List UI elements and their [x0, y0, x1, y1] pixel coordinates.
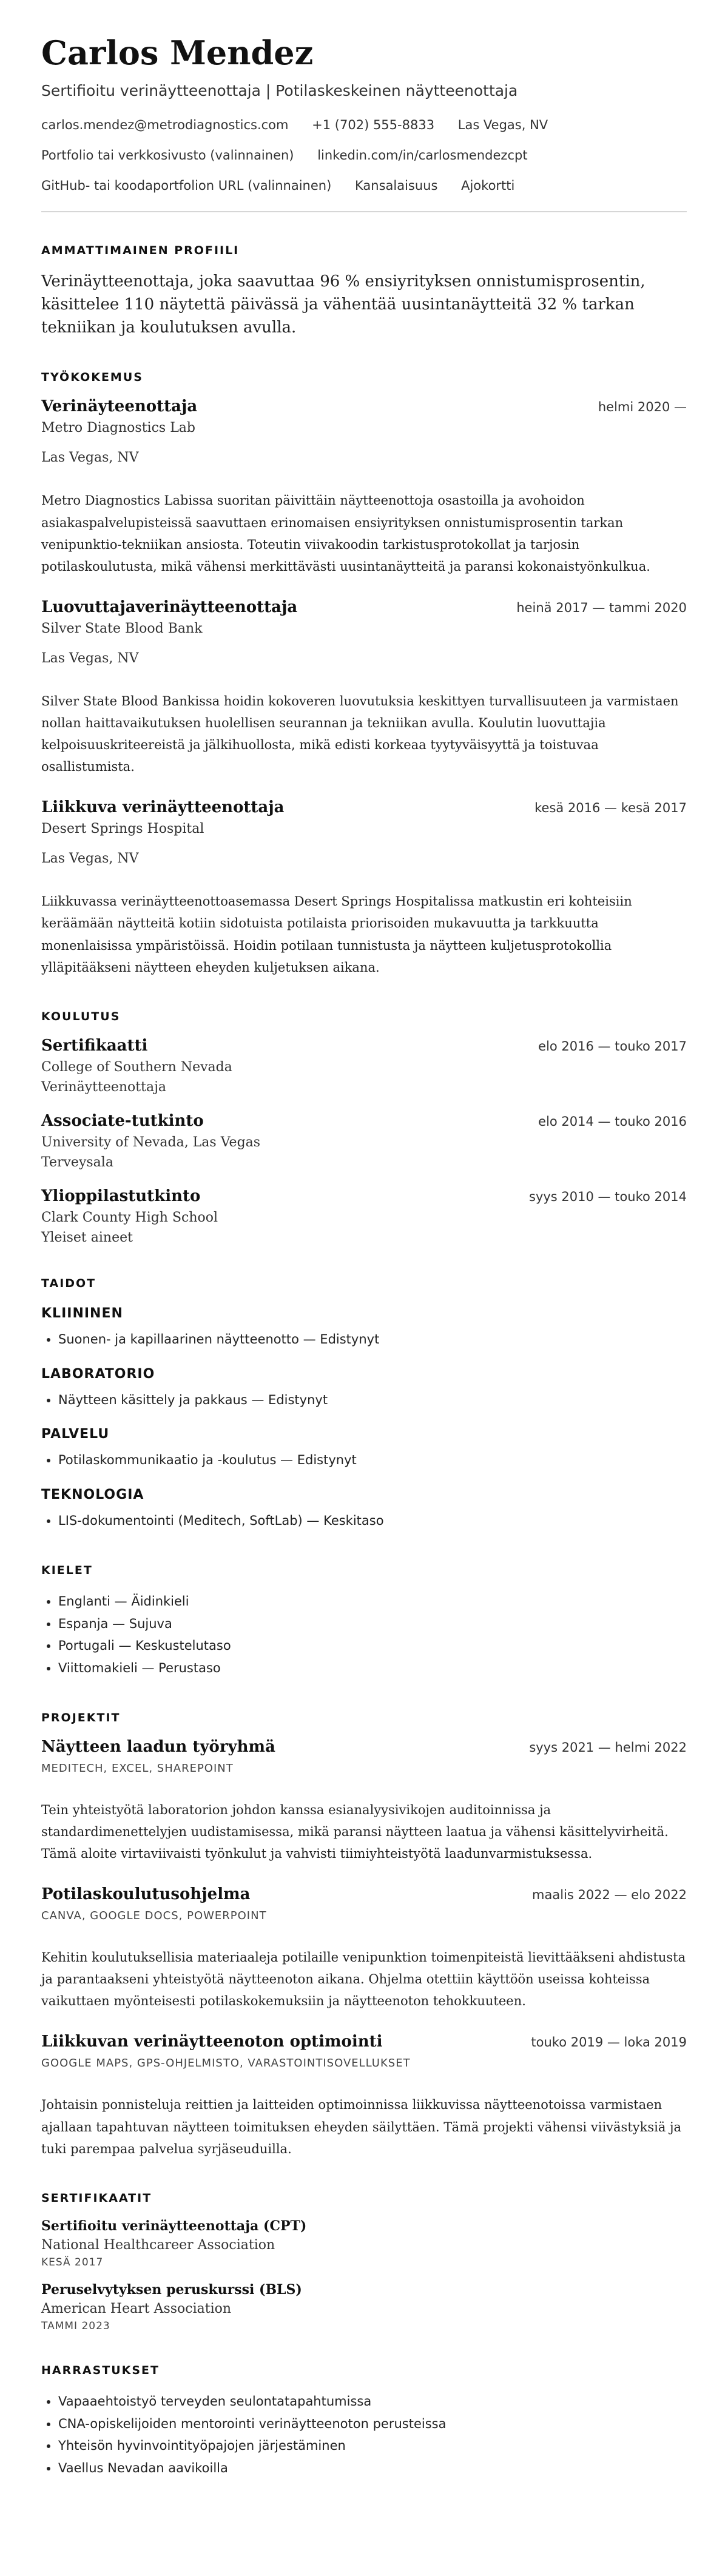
- project-dates: maalis 2022 — elo 2022: [532, 1888, 687, 1903]
- project-entry: [41, 1885, 687, 2012]
- certification-issuer: American Heart Association: [41, 2301, 232, 2316]
- job-title: Verinäyteenottaja: [41, 397, 198, 416]
- hobby-item: • CNA-opiskelijoiden mentorointi verinäytteenoton perusteissa: [58, 2413, 687, 2435]
- contact-citizenship: Kansalaisuus: [354, 178, 438, 193]
- job-location: Las Vegas, NV: [41, 650, 139, 666]
- section-title: SERTIFIKAATIT: [41, 2191, 152, 2205]
- job-company: Desert Springs Hospital: [41, 821, 204, 837]
- education-dates: syys 2010 — touko 2014: [529, 1189, 687, 1204]
- project-tags: MEDITECH, EXCEL, SHAREPOINT: [41, 1761, 234, 1775]
- skill-list: [41, 1389, 687, 1411]
- certification-entry: [41, 2282, 687, 2332]
- field-of-study: Terveysala: [41, 1154, 113, 1170]
- job-dates: kesä 2016 — kesä 2017: [534, 801, 687, 816]
- project-tags: CANVA, GOOGLE DOCS, POWERPOINT: [41, 1909, 267, 1923]
- job-company: Silver State Blood Bank: [41, 620, 203, 636]
- skill-list: [41, 1449, 687, 1471]
- skill-list: [41, 1328, 687, 1351]
- project-tags: GOOGLE MAPS, GPS-OHJELMISTO, VARASTOINTISOVELLUKSET: [41, 2057, 411, 2070]
- education-entry: [41, 1112, 687, 1170]
- experience-entry: [41, 397, 687, 577]
- contact-row-2: [41, 148, 687, 163]
- skill-item: • Potilaskommunikaatio ja -koulutus — Edistynyt: [58, 1449, 687, 1471]
- education-dates: elo 2016 — touko 2017: [538, 1038, 687, 1054]
- profile-section: [41, 244, 687, 339]
- degree-name: Ylioppilastutkinto: [41, 1186, 201, 1205]
- experience-entry: [41, 798, 687, 978]
- language-item: • Portugali — Keskustelutaso: [58, 1635, 687, 1657]
- contact-location: Las Vegas, NV: [457, 118, 548, 133]
- education-entry: [41, 1187, 687, 1245]
- certification-entry: [41, 2218, 687, 2268]
- project-entry: [41, 1738, 687, 1865]
- hobby-list: [41, 2390, 687, 2480]
- certifications-section: [41, 2191, 687, 2332]
- school-name: University of Nevada, Las Vegas: [41, 1134, 261, 1150]
- skill-category: PALVELU: [41, 1427, 110, 1442]
- job-title: Luovuttajaverinäytteenottaja: [41, 597, 298, 616]
- section-title: TYÖKOKEMUS: [41, 371, 143, 385]
- section-title: TAIDOT: [41, 1276, 96, 1290]
- certification-date: TAMMI 2023: [41, 2319, 110, 2332]
- section-title: KOULUTUS: [41, 1009, 121, 1023]
- candidate-headline: Sertifioitu verinäytteenottaja | Potilaskeskeinen näytteenottaja: [41, 82, 518, 100]
- candidate-name: Carlos Mendez: [41, 33, 314, 72]
- job-dates: heinä 2017 — tammi 2020: [516, 600, 687, 615]
- project-dates: syys 2021 — helmi 2022: [529, 1740, 687, 1755]
- skill-item: • Suonen- ja kapillaarinen näytteenotto — Edistynyt: [58, 1328, 687, 1351]
- hobby-item: • Yhteisön hyvinvointityöpajojen järjestäminen: [58, 2435, 687, 2457]
- hobbies-section: [41, 2364, 687, 2480]
- contact-linkedin[interactable]: linkedin.com/in/carlosmendezcpt: [317, 148, 528, 163]
- project-name: Näytteen laadun työryhmä: [41, 1737, 275, 1756]
- project-entry: [41, 2033, 687, 2159]
- school-name: College of Southern Nevada: [41, 1059, 232, 1075]
- project-name: Potilaskoulutusohjelma: [41, 1885, 251, 1904]
- languages-section: [41, 1564, 687, 1680]
- school-name: Clark County High School: [41, 1209, 218, 1225]
- skill-category: KLIININEN: [41, 1305, 123, 1321]
- certification-name: Sertifioitu verinäytteenottaja (CPT): [41, 2218, 307, 2234]
- degree-name: Associate-tutkinto: [41, 1111, 204, 1130]
- skill-category: TEKNOLOGIA: [41, 1487, 144, 1503]
- contact-row-1: [41, 118, 687, 132]
- skill-list: [41, 1510, 687, 1532]
- skills-section: [41, 1277, 687, 1532]
- section-title: HARRASTUKSET: [41, 2363, 160, 2377]
- contact-email[interactable]: carlos.mendez@metrodiagnostics.com: [41, 118, 289, 133]
- job-location: Las Vegas, NV: [41, 450, 139, 466]
- certification-issuer: National Healthcareer Association: [41, 2237, 275, 2253]
- contact-row-3: [41, 178, 687, 193]
- project-name: Liikkuvan verinäytteenoton optimointi: [41, 2033, 383, 2051]
- project-dates: touko 2019 — loka 2019: [531, 2035, 687, 2050]
- hobby-item: • Vaellus Nevadan aavikoilla: [58, 2457, 687, 2480]
- hobby-item: • Vapaaehtoistyö terveyden seulontatapahtumissa: [58, 2390, 687, 2413]
- contact-driving-license: Ajokortti: [461, 178, 515, 193]
- experience-section: [41, 371, 687, 978]
- field-of-study: Verinäytteenottaja: [41, 1079, 167, 1095]
- certification-date: KESÄ 2017: [41, 2256, 104, 2268]
- job-dates: helmi 2020 —: [598, 400, 687, 415]
- projects-section: [41, 1711, 687, 2160]
- skill-category: LABORATORIO: [41, 1366, 155, 1382]
- language-list: [41, 1590, 687, 1680]
- contact-portfolio[interactable]: Portfolio tai verkkosivusto (valinnainen): [41, 148, 294, 163]
- language-item: • Espanja — Sujuva: [58, 1613, 687, 1635]
- field-of-study: Yleiset aineet: [41, 1229, 133, 1245]
- education-entry: [41, 1037, 687, 1095]
- experience-entry: [41, 598, 687, 778]
- language-item: • Viittomakieli — Perustaso: [58, 1657, 687, 1680]
- certification-name: Peruselvytyksen peruskurssi (BLS): [41, 2281, 302, 2298]
- job-title: Liikkuva verinäytteenottaja: [41, 798, 285, 817]
- section-title: AMMATTIMAINEN PROFIILI: [41, 244, 240, 258]
- section-title: PROJEKTIT: [41, 1710, 121, 1724]
- job-description: Liikkuvassa verinäytteenottoasemassa Desert Springs Hospitalissa matkustin eri kohteisiin keräämään näytteitä kotiin sidotuista potilaista priorisoiden mukavuutta ja tarkkuutta monenlaisissa ympäristöissä. Hoidin potilaan tunnistusta ja näytteen kuljetusprotokollia ylläpitääkseni näytteen eheyden kuljetuksen aikana.: [41, 894, 632, 975]
- contact-github[interactable]: GitHub- tai koodaportfolion URL (valinnainen): [41, 178, 332, 193]
- section-title: KIELET: [41, 1563, 93, 1577]
- project-description: Kehitin koulutuksellisia materiaaleja potilaille venipunktion toimenpiteistä lievittääkseni ahdistusta ja parantaakseni yhteistyötä näytteenoton aikana. Ohjelma otettiin käyttöön useissa kohteissa vaikuttaen myönteisesti potilaskokemuksiin ja näytteenoton tehokkuuteen.: [41, 1950, 686, 2009]
- resume-header: [41, 35, 687, 193]
- project-description: Johtaisin ponnisteluja reittien ja laitteiden optimoinnissa liikkuvissa näytteenotoissa varmistaen ajallaan tapahtuvan näytteen toimituksen eheyden säilyttäen. Tämä projekti vähensi viivästyksiä ja tuki parempaa palvelua syrjäseuduilla.: [41, 2097, 682, 2156]
- contact-phone: +1 (702) 555-8833: [312, 118, 435, 133]
- education-section: [41, 1010, 687, 1245]
- job-description: Silver State Blood Bankissa hoidin kokoveren luovutuksia keskittyen turvallisuuteen ja varmistaen nollan haittavaikutuksen huolellisen seurannan ja tekniikan avulla. Koulutin luovuttajia kelpoisuuskriteereistä ja jälkihuollosta, mikä edisti korkeaa tyytyväisyyttä ja toistuvaa osallistumista.: [41, 693, 679, 775]
- education-dates: elo 2014 — touko 2016: [538, 1114, 687, 1129]
- skill-item: • Näytteen käsittely ja pakkaus — Edistynyt: [58, 1389, 687, 1411]
- project-description: Tein yhteistyötä laboratorion johdon kanssa esianalyysivikojen auditoinnissa ja standardimenettelyjen uudistamisessa, mikä paransi näytteen laatua ja vähensi käsittelyvirheitä. Tämä aloite virtaviivaisti työnkulut ja vahvisti tiimiyhteistyötä laadunvarmistuksessa.: [41, 1802, 669, 1861]
- skill-item: • LIS-dokumentointi (Meditech, SoftLab) — Keskitaso: [58, 1510, 687, 1532]
- job-location: Las Vegas, NV: [41, 851, 139, 867]
- header-divider: [41, 211, 687, 212]
- job-company: Metro Diagnostics Lab: [41, 420, 196, 436]
- job-description: Metro Diagnostics Labissa suoritan päivittäin näytteenottoja osastoilla ja avohoidon asiakaspalvelupisteissä saavuttaen erinomaisen ensiyrityksen onnistumisprosentin tarkan venipunktio-tekniikan ansiosta. Toteutin viivakoodin tarkistusprotokollat ja tarjosin potilaskoulutusta, mikä vähensi merkittävästi uusintanäytteitä ja paransi kokonaistyönkulkua.: [41, 493, 650, 574]
- profile-summary: Verinäytteenottaja, joka saavuttaa 96 % ensiyrityksen onnistumisprosentin, käsittelee 110 näytettä päivässä ja vähentää uusintanäytteitä 32 % tarkan tekniikan ja koulutuksen avulla.: [41, 272, 645, 337]
- degree-name: Sertifikaatti: [41, 1036, 148, 1055]
- language-item: • Englanti — Äidinkieli: [58, 1590, 687, 1613]
